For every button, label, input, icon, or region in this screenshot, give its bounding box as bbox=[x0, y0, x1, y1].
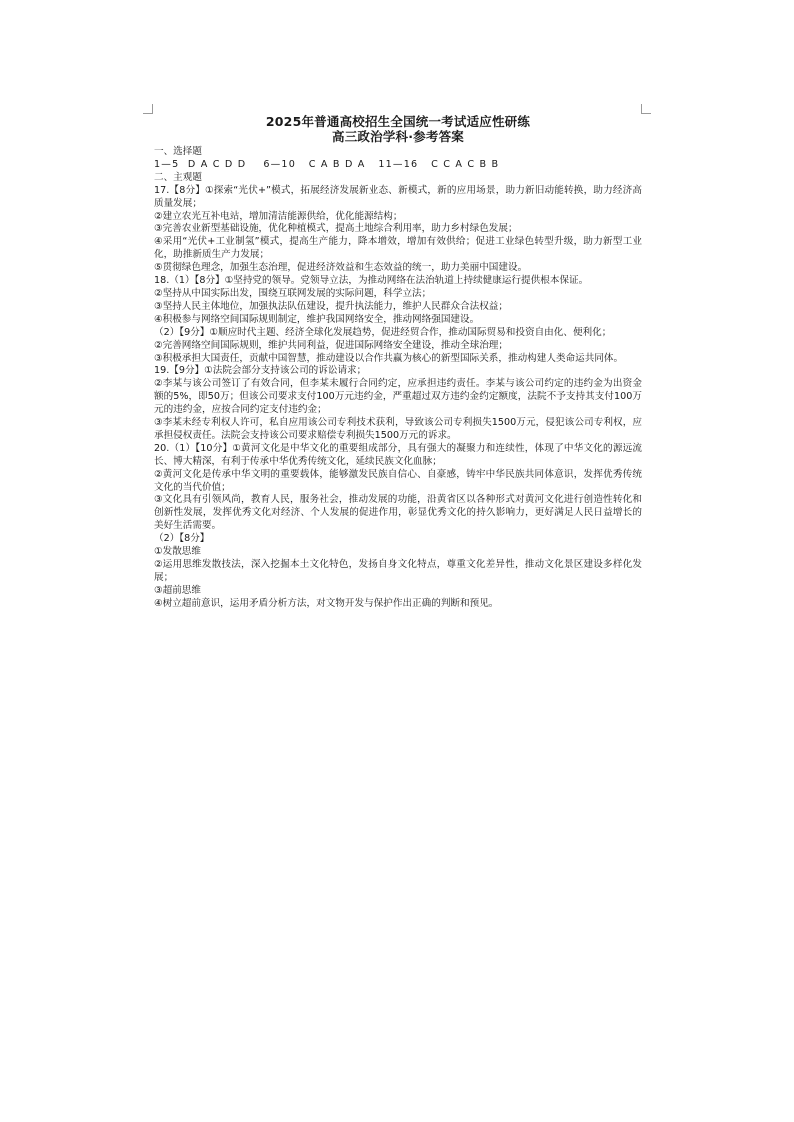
document-title: 2025年普通高校招生全国统一考试适应性研练 bbox=[265, 114, 531, 129]
answer-line: ③文化具有引领风尚，教育人民，服务社会，推动发展的功能，沿黄省区以各种形式对黄河文化进行创造性转化和创新性发展，发挥优秀文化对经济、个人发展的促进作用，彰显优秀文化的持久影响力，更好满足人民日益增长的美好生活需要。 bbox=[154, 494, 642, 532]
answer-line: ②运用思维发散技法，深入挖掘本土文化特色，发扬自身文化特点，尊重文化差异性，推动文化景区建设多样化发展； bbox=[154, 559, 642, 583]
answer-line: ③坚持人民主体地位，加强执法队伍建设，提升执法能力，维护人民群众合法权益； bbox=[154, 300, 508, 312]
answer-line: ②李某与该公司签订了有效合同，但李某未履行合同约定，应承担违约责任。李某与该公司约定的违约金为出资金额的5%，即50万；但该公司要求支付100万元违约金，严重超过双方违约金约定额度，法院不予支持其支付100万元的违约金，应按合同约定支付违约金； bbox=[154, 378, 642, 416]
answer-line: ③完善农业新型基础设施，优化种植模式，提高土地综合利用率，助力乡村绿色发展； bbox=[154, 223, 518, 235]
answer-line: 18.（1）【8分】①坚持党的领导。党领导立法，为推动网络在法治轨道上持续健康运行提供根本保证。 bbox=[154, 275, 589, 287]
section-heading-choice: 一、选择题 bbox=[154, 146, 202, 157]
answer-line: ③积极承担大国责任，贡献中国智慧，推动建设以合作共赢为核心的新型国际关系，推动构建人类命运共同体。 bbox=[154, 352, 624, 364]
answer-line: ②坚持从中国实际出发，围绕互联网发展的实际问题，科学立法； bbox=[154, 287, 432, 299]
answer-line: 20.（1）【10分】①黄河文化是中华文化的重要组成部分，具有强大的凝聚力和连续性，体现了中华文化的源远流长、博大精深，有利于传承中华优秀传统文化，延续民族文化血脉； bbox=[154, 442, 642, 467]
answer-line: ①发散思维 bbox=[154, 546, 201, 558]
answer-line: （2）【9分】①顺应时代主题、经济全球化发展趋势，促进经贸合作，推动国际贸易和投资自由化、便利化； bbox=[154, 326, 612, 338]
answer-line: ⑤贯彻绿色理念，加强生态治理，促进经济效益和生态效益的统一，助力美丽中国建设。 bbox=[154, 262, 528, 274]
answer-line: ③超前思维 bbox=[154, 584, 201, 596]
answer-line: 19.【9分】①法院会部分支持该公司的诉讼请求； bbox=[154, 365, 367, 377]
crop-mark-top-right bbox=[641, 104, 651, 114]
choice-answers: 1—5 D A C D D 6—10 C A B D A 11—16 C C A C B B bbox=[154, 158, 500, 170]
answer-key-content bbox=[154, 114, 642, 611]
answer-line: ②完善网络空间国际规则，维护共同利益，促进国际网络安全建设，推动全球治理； bbox=[154, 339, 508, 351]
answer-line: （2）【8分】 bbox=[154, 533, 210, 545]
answer-line: 17.【8分】①探索“光伏+”模式，拓展经济发展新业态、新模式，新的应用场景，助力新旧动能转换，助力经济高质量发展； bbox=[154, 184, 642, 209]
document-subtitle: 高三政治学科·参考答案 bbox=[332, 129, 464, 144]
crop-mark-top-left bbox=[143, 104, 153, 114]
answer-line: ④树立超前意识，运用矛盾分析方法，对文物开发与保护作出正确的判断和预见。 bbox=[154, 597, 499, 609]
answer-line: ③李某未经专利权人许可，私自应用该公司专利技术获利，导致该公司专利损失1500万元，侵犯该公司专利权，应承担侵权责任。法院会支持该公司要求赔偿专利损失1500万元的诉求。 bbox=[154, 417, 642, 441]
answer-line: ④积极参与网络空间国际规则制定，维护我国网络安全，推动网络强国建设。 bbox=[154, 313, 480, 325]
answer-line: ②建立农光互补电站，增加清洁能源供给，优化能源结构； bbox=[154, 210, 403, 222]
answer-line: ④采用“光伏+工业制氢”模式，提高生产能力，降本增效，增加有效供给；促进工业绿色转型升级，助力新型工业化，助推新质生产力发展； bbox=[154, 236, 642, 261]
answer-line: ②黄河文化是传承中华文明的重要载体，能够激发民族自信心、自豪感，铸牢中华民族共同体意识，发挥优秀传统文化的当代价值； bbox=[154, 468, 642, 493]
section-heading-subjective: 二、主观题 bbox=[154, 171, 202, 183]
